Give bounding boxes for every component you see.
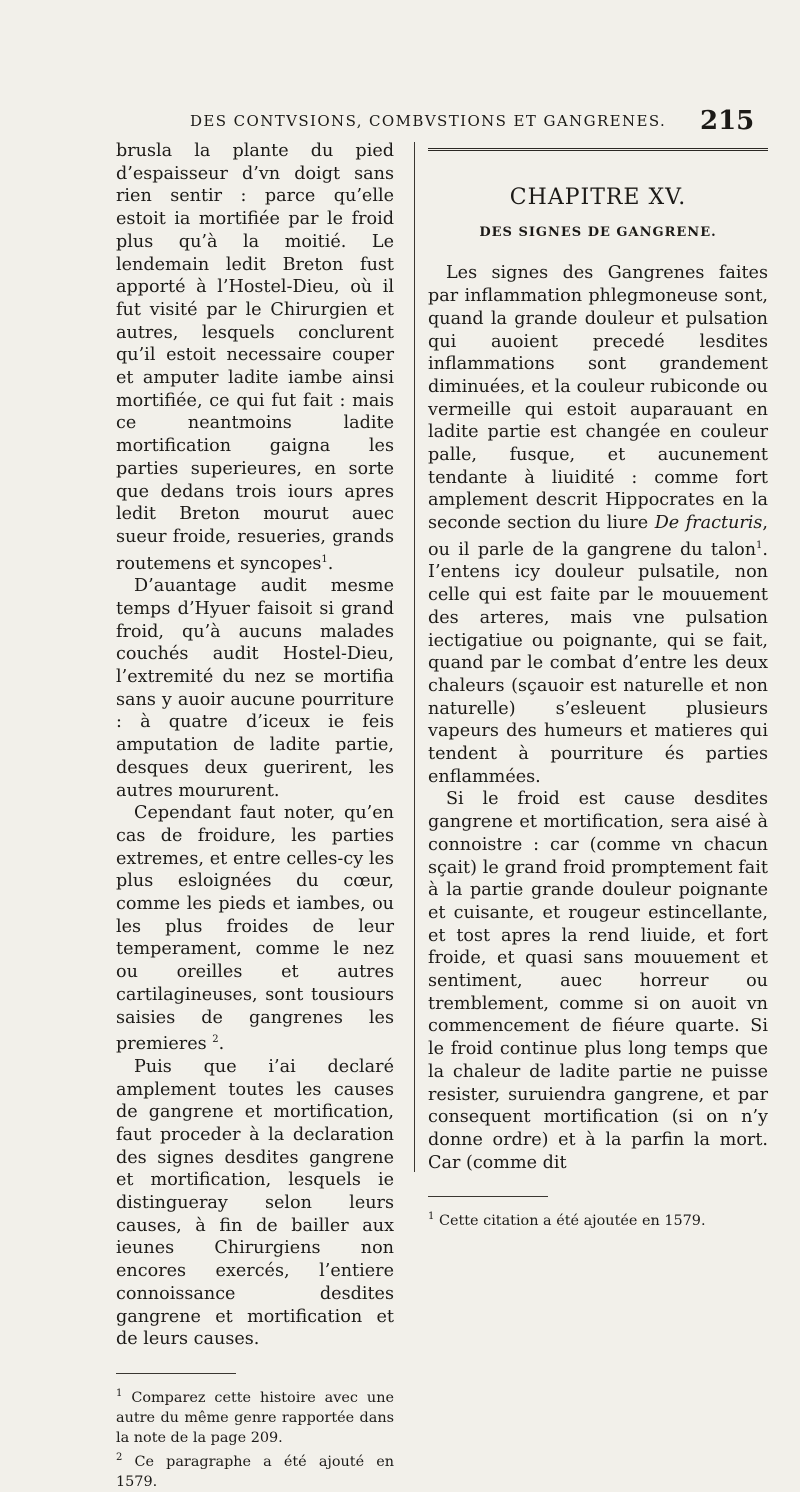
footnote-divider <box>428 1196 548 1197</box>
paragraph: D’auantage audit mesme temps d’Hyuer faisoit si grand froid, qu’à aucuns malades couchés audit Hostel-Dieu, l’extremité du nez se mortifia sans y auoir aucune pourriture : à quatre d’iceux ie feis amputation de ladite partie, desques deux guerirent, les autres moururent. <box>116 576 394 801</box>
right-column <box>428 140 768 1231</box>
footnote <box>116 1448 394 1492</box>
paragraph-text: Les signes des Gangrenes faites par inflammation phlegmoneuse sont, quand la grande douleur et pulsation qui auoient precedé lesdites inflammations sont grandement diminuées, et la couleur rubiconde ou vermeille qui estoit auparauant en ladite partie est changée en couleur palle, fusque, et aucunement tendante à liuidité : comme fort amplement descrit Hippocrates en la seconde section du liure <box>428 263 768 534</box>
note-ref: 1 <box>756 539 763 551</box>
footnote-text: Ce paragraphe a été ajouté en 1579. <box>116 1453 394 1490</box>
footnotes <box>116 1384 394 1492</box>
page-number: 215 <box>700 106 755 136</box>
paragraph: Si le froid est cause desdites gangrene et mortification, sera aisé à connoistre : car (comme vn chacun sçait) le grand froid promptement fait à la partie grande douleur poignante et cuisante, et rougeur estincellante, et tost apres la rend liuide, et fort froide, et quasi sans mouuement et sentiment, auec horreur ou tremblement, comme si on auoit vn commencement de fiéure quarte. Si le froid continue plus long temps que la chaleur de ladite partie ne puisse resister, suruiendra gangrene, et par consequent mortification (si on n’y donne ordre) et à la parfin la mort. Car (comme dit <box>428 789 768 1173</box>
chapter-title: CHAPITRE XV. <box>509 185 687 210</box>
paragraph-text: . I’entens icy douleur pulsatile, non celle qui est faite par le mouuement des arteres, mais vne pulsation iectigatiue ou poignante, qui se fait, quand par le combat d’entre les deux chaleurs (sçauoir est naturelle et non naturelle) s’esleuent plusieurs vapeurs des humeurs et matieres qui tendent à pourriture és parties enflammées. <box>428 539 768 787</box>
note-ref: 1 <box>321 553 328 565</box>
footnote <box>116 1384 394 1448</box>
paragraph-text: , ou il parle de la gangrene du talon <box>428 513 768 560</box>
paragraph: Cependant faut noter, qu’en cas de froidure, les parties extremes, et entre celles-cy les plus esloignées du cœur, comme les pieds et iambes, ou les plus froides de leur temperament, comme le nez ou oreilles et autres cartilagineuses, sont tousiours saisies de gangrenes les premieres $^2$. <box>116 803 394 1055</box>
footnote-text: Comparez cette histoire avec une autre du même genre rapportée dans la note de la page 209. <box>116 1389 394 1446</box>
paragraph <box>428 262 768 788</box>
chapter-subtitle: DES SIGNES DE GANGRENE. <box>479 224 717 240</box>
footnote-mark: 1 <box>428 1211 435 1223</box>
paragraph: Puis que i’ai declaré amplement toutes les causes de gangrene et mortification, faut proceder à la declaration des signes desdites gangrene et mortification, lesquels ie distingueray selon leurs causes, à fin de bailler aux ieunes Chirurgiens non encores exercés, l’entiere connoissance desdites gangrene et mortification et de leurs causes. <box>116 1056 394 1350</box>
column-divider <box>414 142 415 1172</box>
footnote <box>428 1207 768 1231</box>
note-ref: 2 <box>212 1034 219 1046</box>
footnote-divider <box>116 1373 236 1374</box>
footnote-mark: 2 <box>116 1451 123 1463</box>
paragraph: brusla la plante du pied d’espaisseur d’vn doigt sans rien sentir : parce qu’elle estoit ia mortifiée par le froid plus qu’à la moitié. Le lendemain ledit Breton fust apporté à l’Hostel-Dieu, où il fut visité par le Chirurgien et autres, lesquels conclurent qu’il estoit necessaire couper et amputer ladite iambe ainsi mortifiée, ce qui fut fait : mais ce neantmoins ladite mortification gaigna les parties superieures, en sorte que dedans trois iours apres ledit Breton mourut auec sueur froide, resueries, grands routemens et syncopes$^1$. <box>116 141 394 574</box>
footnote-mark: 1 <box>116 1387 123 1399</box>
footnotes <box>428 1207 768 1231</box>
paragraph-text: Cependant faut noter, qu’en cas de froidure, les parties extremes, et entre celles-cy les plus esloignées du cœur, comme les pieds et iambes, ou les plus froides de leur temperament, comme le nez ou oreilles et autres cartilagineuses, sont tousiours saisies de gangrenes les premieres <box>116 803 394 1055</box>
chapter-rule <box>428 148 768 155</box>
paragraph-text: brusla la plante du pied d’espaisseur d’vn doigt sans rien sentir : parce qu’elle estoit ia mortifiée par le froid plus qu’à la moitié. Le lendemain ledit Breton fust apporté à l’Hostel-Dieu, où il fut visité par le Chirurgien et autres, lesquels conclurent qu’il estoit necessaire couper et amputer ladite iambe ainsi mortifiée, ce qui fut fait : mais ce neantmoins ladite mortification gaigna les parties superieures, en sorte que dedans trois iours apres ledit Breton mourut auec sueur froide, resueries, grands routemens et syncopes <box>116 141 394 574</box>
book-title: De fracturis <box>654 513 763 534</box>
running-title: DES CONTVSIONS, COMBVSTIONS ET GANGRENES. <box>190 112 667 130</box>
footnote-text: Cette citation a été ajoutée en 1579. <box>438 1213 706 1230</box>
left-column <box>116 140 394 1492</box>
